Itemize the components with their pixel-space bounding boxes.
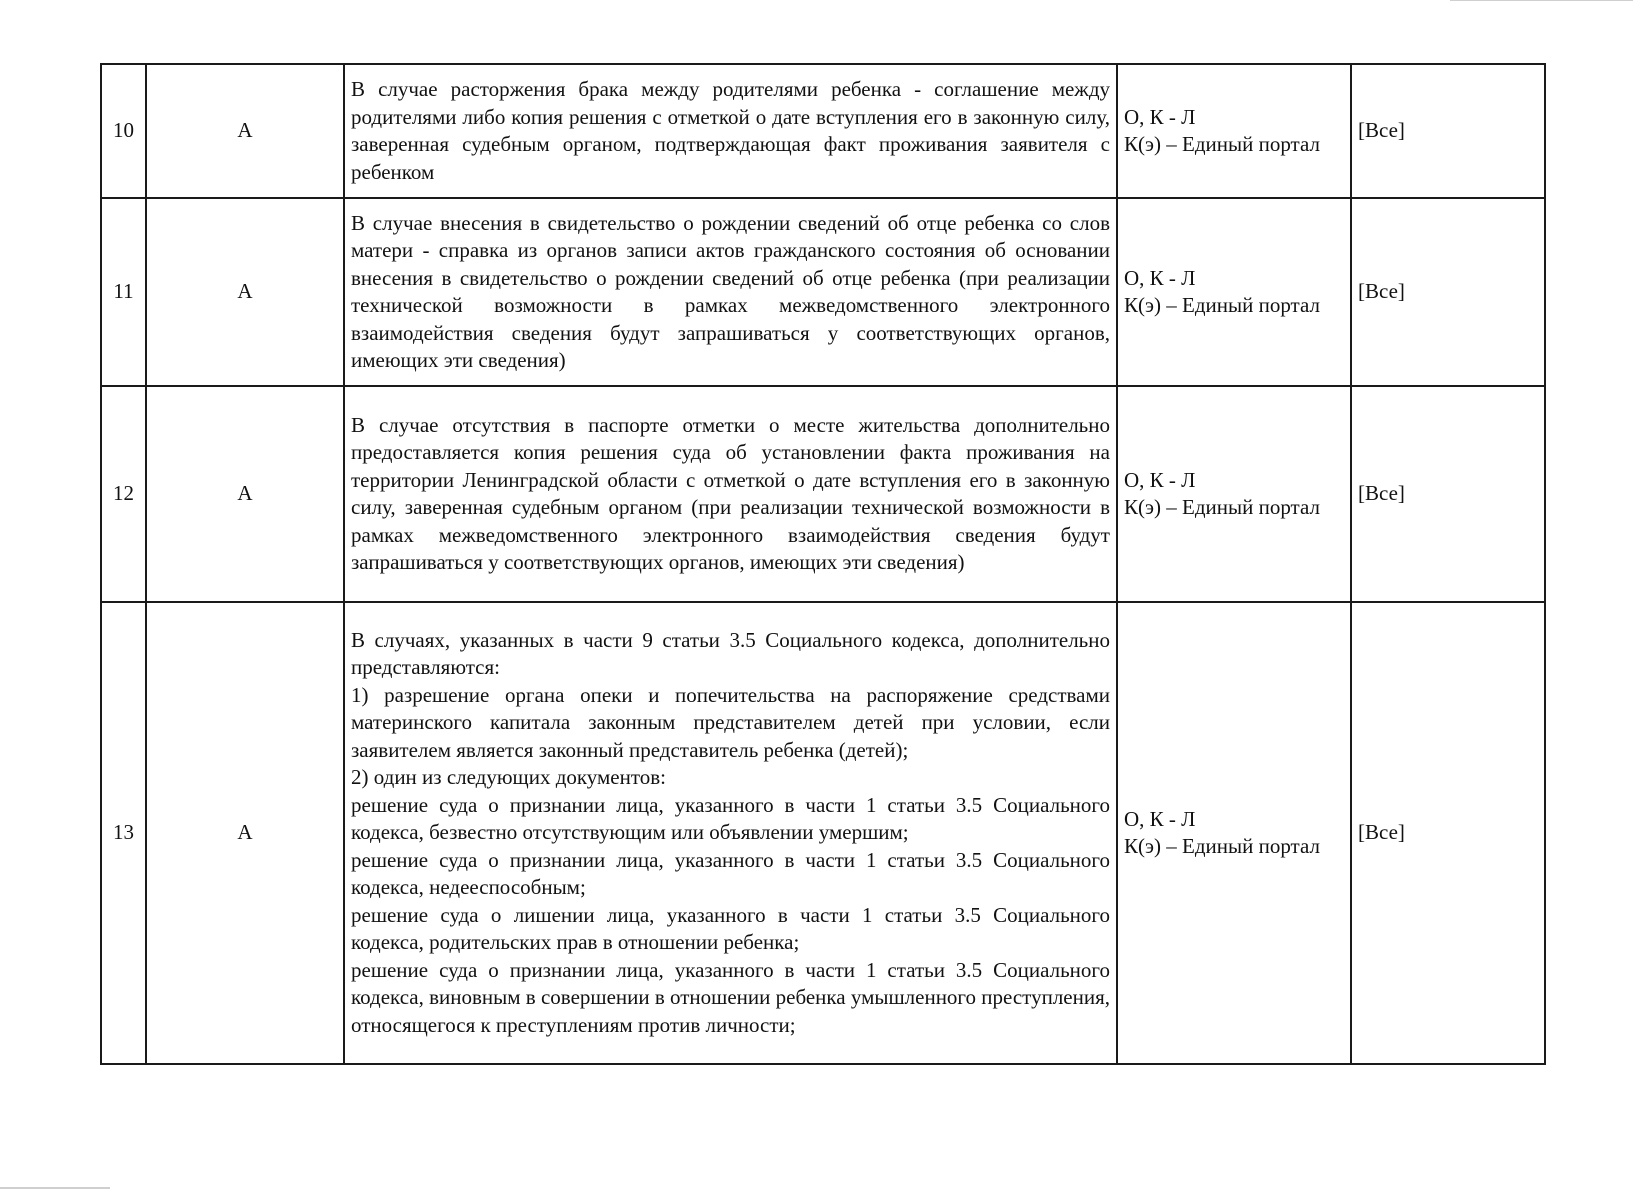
row-type: А bbox=[146, 198, 344, 386]
submission-form-line: К(э) – Единый портал bbox=[1124, 834, 1320, 858]
row-description: В случае внесения в свидетельство о рождении сведений об отце ребенка со слов матери - справка из органов записи актов гражданского состояния об основании внесения в свидетельство о рождении сведений об отце ребенка (при реализации технической возможности в рамках межведомственного электронного взаимодействия сведения будут запрашиваться у соответствующих органов, имеющих эти сведения) bbox=[344, 198, 1117, 386]
submission-form-line: О, К - Л bbox=[1124, 265, 1196, 290]
row-description: В случае расторжения брака между родителями ребенка - соглашение между родителями либо копия решения с отметкой о дате вступления его в законную силу, заверенная судебным органом, подтверждающая факт проживания заявителя с ребенком bbox=[344, 64, 1117, 198]
submission-form-line: О, К - Л bbox=[1124, 806, 1196, 831]
row-type: А bbox=[146, 386, 344, 602]
row-submission-form bbox=[1117, 198, 1351, 386]
row-scope: [Все] bbox=[1351, 386, 1545, 602]
description-paragraph: 2) один из следующих документов: bbox=[351, 765, 667, 790]
description-paragraph: решение суда о признании лица, указанного в части 1 статьи 3.5 Социального кодекса, недееспособным; bbox=[351, 847, 1110, 900]
row-submission-form bbox=[1117, 602, 1351, 1064]
row-number: 12 bbox=[101, 386, 146, 602]
documents-table bbox=[100, 63, 1546, 1065]
row-description bbox=[344, 602, 1117, 1064]
table-row bbox=[101, 64, 1545, 198]
row-type: А bbox=[146, 602, 344, 1064]
row-submission-form bbox=[1117, 64, 1351, 198]
row-submission-form bbox=[1117, 386, 1351, 602]
submission-form-line: О, К - Л bbox=[1124, 104, 1196, 129]
table-row bbox=[101, 198, 1545, 386]
description-paragraph: решение суда о лишении лица, указанного в части 1 статьи 3.5 Социального кодекса, родительских прав в отношении ребенка; bbox=[351, 902, 1110, 955]
table-row bbox=[101, 602, 1545, 1064]
description-paragraph: В случаях, указанных в части 9 статьи 3.5 Социального кодекса, дополнительно представляются: bbox=[351, 627, 1110, 680]
row-number: 10 bbox=[101, 64, 146, 198]
scan-edge-mark bbox=[0, 1187, 110, 1189]
row-scope: [Все] bbox=[1351, 198, 1545, 386]
submission-form-line: К(э) – Единый портал bbox=[1124, 495, 1320, 519]
row-description: В случае отсутствия в паспорте отметки о месте жительства дополнительно предоставляется копия решения суда об установлении факта проживания на территории Ленинградской области с отметкой о дате вступления его в законную силу, заверенная судебным органом (при реализации технической возможности в рамках межведомственного электронного взаимодействия сведения будут запрашиваться у соответствующих органов, имеющих эти сведения) bbox=[344, 386, 1117, 602]
description-paragraph: 1) разрешение органа опеки и попечительства на распоряжение средствами материнского капитала законным представителем детей при условии, если заявителем является законный представитель ребенка (детей); bbox=[351, 682, 1110, 762]
row-number: 13 bbox=[101, 602, 146, 1064]
submission-form-line: О, К - Л bbox=[1124, 467, 1196, 492]
scan-edge-mark bbox=[1450, 0, 1633, 1]
submission-form-line: К(э) – Единый портал bbox=[1124, 132, 1320, 156]
row-type: А bbox=[146, 64, 344, 198]
row-scope: [Все] bbox=[1351, 64, 1545, 198]
row-number: 11 bbox=[101, 198, 146, 386]
row-scope: [Все] bbox=[1351, 602, 1545, 1064]
table-row bbox=[101, 386, 1545, 602]
description-paragraph: решение суда о признании лица, указанного в части 1 статьи 3.5 Социального кодекса, виновным в совершении в отношении ребенка умышленного преступления, относящегося к преступлениям против личности; bbox=[351, 957, 1111, 1037]
description-paragraph: решение суда о признании лица, указанного в части 1 статьи 3.5 Социального кодекса, безвестно отсутствующим или объявлении умершим; bbox=[351, 792, 1110, 845]
submission-form-line: К(э) – Единый портал bbox=[1124, 293, 1320, 317]
